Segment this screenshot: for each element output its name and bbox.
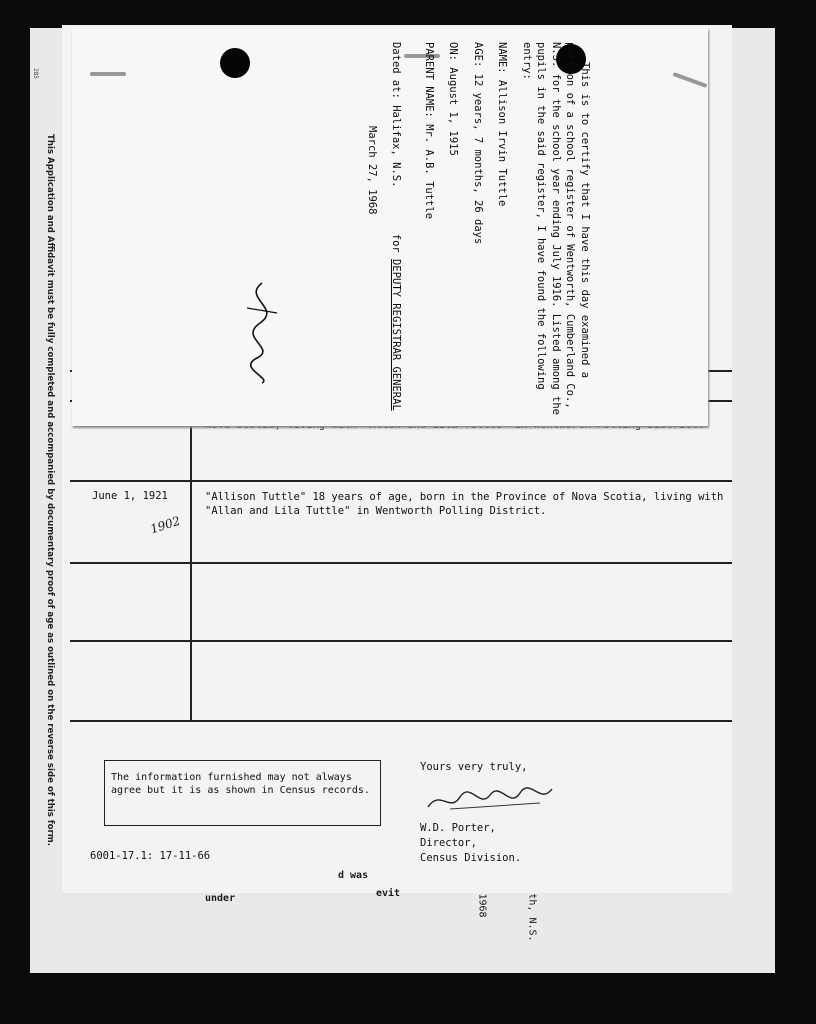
fragment-dwas: d was	[338, 870, 369, 881]
signer-title: DEPUTY REGISTRAR GENERAL	[390, 259, 403, 411]
certification-intro: This is to certify that I have this day examined a portion of a school register of Wentworth, Cumberland Co., N.S. for the school year ending July 1916. Listed among the pupils in the said register, I have found the following entry:	[521, 42, 591, 415]
parent-value: Mr. A.B. Tuttle	[423, 124, 435, 220]
signature-image	[420, 779, 560, 819]
staple-left	[90, 72, 126, 76]
fragment-evit: evit	[376, 888, 401, 899]
fragment-year: 1968	[476, 893, 488, 918]
signatory-name: W.D. Porter,	[420, 822, 496, 834]
on-value: August 1, 1915	[447, 67, 460, 156]
staple-right	[672, 72, 707, 88]
table-row-2-date: June 1, 1921	[92, 490, 168, 502]
table-row-2-info: "Allison Tuttle" 18 years of age, born in the Province of Nova Scotia, living with "Allan and Lila Tuttle" in Wentworth Polling District.	[205, 491, 724, 517]
fragment-place: th, N.S.	[526, 893, 538, 942]
dated-date: March 27, 1968	[366, 126, 378, 215]
form-code: 6001-17.1: 17-11-66	[90, 850, 211, 862]
parent-label: PARENT NAME:	[423, 42, 435, 118]
certification-card	[72, 28, 708, 426]
signatory-title: Director,	[420, 837, 477, 849]
side-notice: This Application and Affidavit must be fully completed and accompanied by documentary proof of age as outlined on the reverse side of this form.	[45, 134, 55, 846]
handwritten-year: 1902	[148, 513, 182, 537]
census-note-box	[104, 760, 381, 826]
punch-hole-left	[220, 48, 250, 78]
census-note-text: The information furnished may not always agree but it is as shown in Census records.	[111, 772, 370, 796]
page-mark: 285	[31, 68, 39, 79]
registrar-signature-image	[232, 278, 292, 388]
age-value: 12 years, 7 months, 26 days	[472, 73, 484, 245]
fragment-under: under	[205, 893, 236, 904]
name-value: Allison Irvin Tuttle	[496, 79, 509, 207]
closing-line: Yours very truly,	[420, 761, 528, 773]
name-label: NAME:	[496, 42, 509, 74]
dated-place: Halifax, N.S.	[390, 105, 403, 188]
on-label: ON:	[447, 42, 460, 61]
certification-text	[355, 42, 593, 422]
signatory-division: Census Division.	[420, 852, 522, 864]
letter-closing	[420, 760, 560, 866]
dated-label: Dated at:	[390, 42, 403, 99]
signer-prefix: for	[390, 233, 403, 253]
age-label: AGE:	[472, 42, 484, 68]
